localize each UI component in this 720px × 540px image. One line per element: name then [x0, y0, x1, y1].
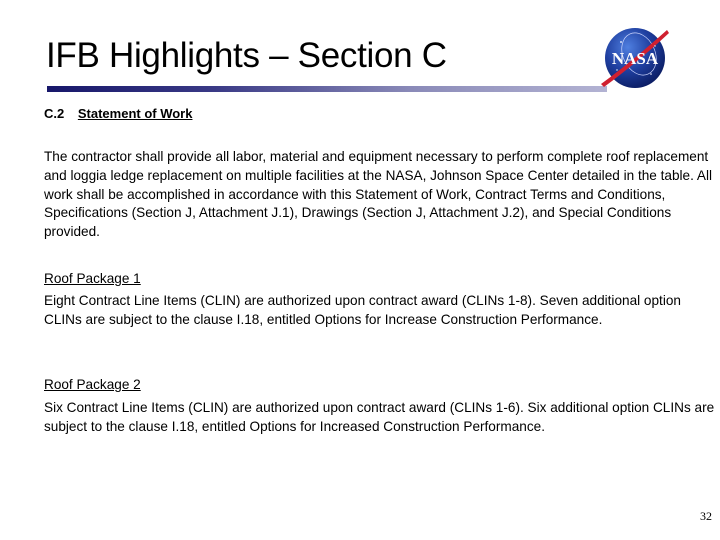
svg-text:NASA: NASA — [611, 49, 659, 68]
title-underline-bar — [47, 86, 607, 92]
roof-package-2-body: Six Contract Line Items (CLIN) are authorized upon contract award (CLINs 1-6). Six additional option CLINs are subject to the clause I.18, entitled Options for Increased Construction Performance. — [44, 400, 715, 434]
roof-package-2-title: Roof Package 2 — [44, 377, 141, 392]
page-number: 32 — [700, 509, 712, 523]
roof-package-1-body: Eight Contract Line Items (CLIN) are authorized upon contract award (CLINs 1-8). Seven additional option CLINs are subject to the clause I.18, entitled Options for Increase Construction Performance. — [44, 293, 681, 327]
nasa-logo-icon — [595, 18, 675, 98]
slide-title: IFB Highlights – Section C — [46, 36, 447, 75]
section-number: C.2 — [44, 106, 65, 121]
roof-package-1-title: Roof Package 1 — [44, 271, 141, 286]
intro-paragraph: The contractor shall provide all labor, material and equipment necessary to perform complete roof replacement and loggia ledge replacement on multiple facilities at the NASA, Johnson Space Center detailed in the table. All work shall be accomplished in accordance with this Statement of Work, Contract Terms and Conditions, Specifications (Section J, Attachment J.1), Drawings (Section J, Attachment J.2), and Special Conditions provided. — [44, 149, 713, 240]
section-heading — [44, 106, 192, 121]
section-title: Statement of Work — [77, 106, 193, 121]
